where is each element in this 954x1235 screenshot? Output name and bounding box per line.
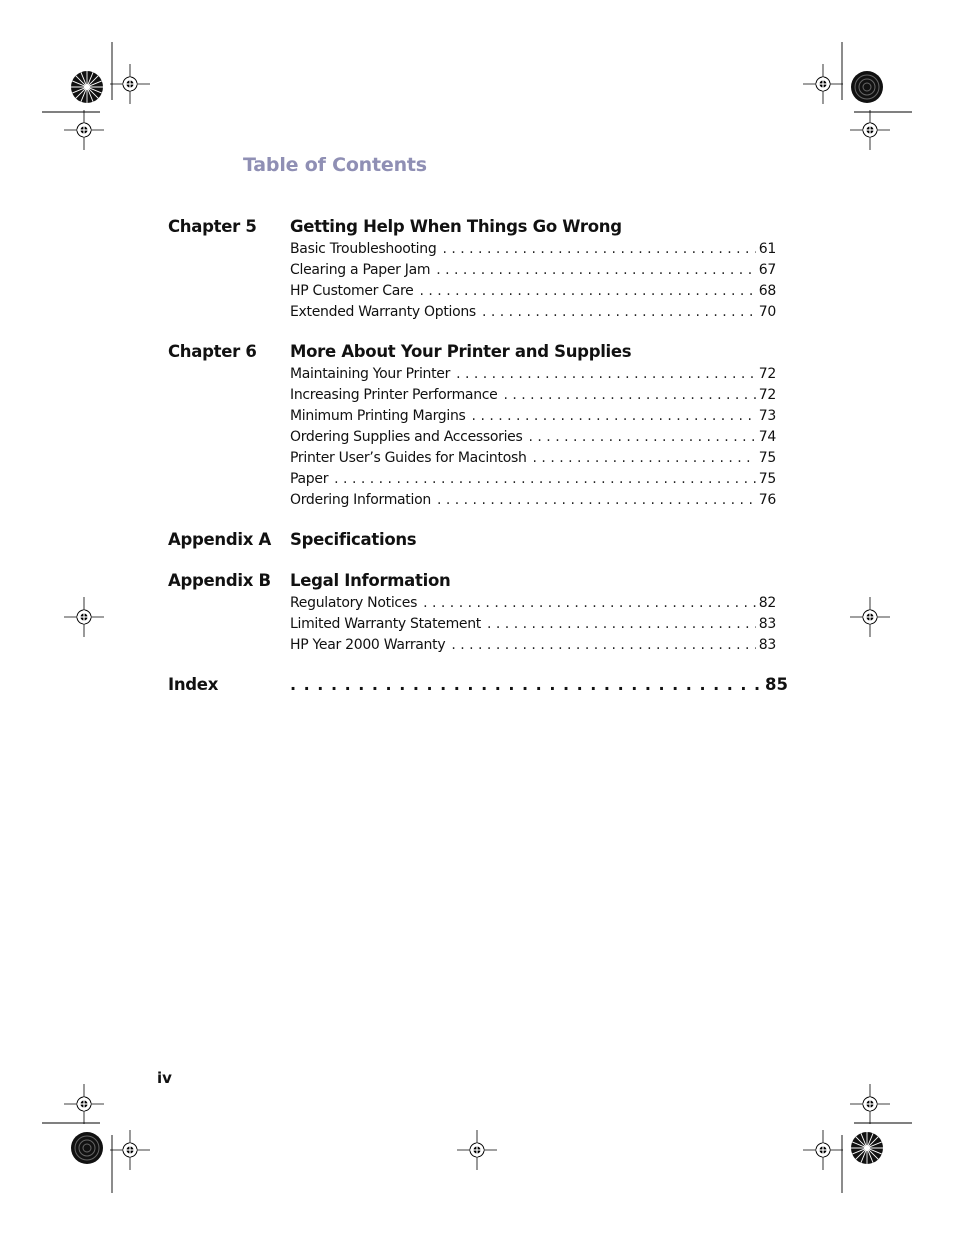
section-label: Appendix A xyxy=(168,530,271,549)
toc-entry[interactable] xyxy=(290,403,776,424)
toc-entry[interactable] xyxy=(290,299,776,320)
entry-page-number: 83 xyxy=(758,637,776,653)
toc-entry[interactable] xyxy=(290,445,776,466)
entry-page-number: 75 xyxy=(758,471,776,487)
toc-entry[interactable] xyxy=(290,487,776,508)
entry-page-number: 72 xyxy=(758,387,776,403)
entry-title: Ordering Supplies and Accessories xyxy=(290,429,523,445)
toc-entry[interactable] xyxy=(290,257,776,278)
entry-page-number: 72 xyxy=(758,366,776,382)
dot-leader xyxy=(482,304,756,320)
toc-entry[interactable] xyxy=(290,278,776,299)
dot-leader xyxy=(442,241,755,257)
dot-leader xyxy=(533,450,756,466)
section-label: Appendix B xyxy=(168,571,271,590)
entry-page-number: 68 xyxy=(758,283,776,299)
entry-title: Basic Troubleshooting xyxy=(290,241,437,257)
toc-entry[interactable] xyxy=(290,382,776,403)
dot-leader xyxy=(451,637,755,653)
dot-leader xyxy=(290,675,759,694)
toc-entry[interactable] xyxy=(290,632,776,653)
page-title: Table of Contents xyxy=(243,154,427,176)
dot-leader xyxy=(436,262,756,278)
entry-page-number: 75 xyxy=(758,450,776,466)
entry-page-number: 61 xyxy=(758,241,776,257)
toc-entry[interactable] xyxy=(290,590,776,611)
toc-section-chapter-6 xyxy=(168,335,788,508)
dot-leader xyxy=(487,616,756,632)
entry-title: Increasing Printer Performance xyxy=(290,387,498,403)
section-title: Legal Information xyxy=(290,571,451,590)
entry-title: Paper xyxy=(290,471,329,487)
entry-title: Extended Warranty Options xyxy=(290,304,476,320)
entry-title: Minimum Printing Margins xyxy=(290,408,466,424)
page-number: iv xyxy=(157,1069,172,1087)
entry-title: Ordering Information xyxy=(290,492,431,508)
toc-entry[interactable] xyxy=(290,424,776,445)
entry-title: Printer User’s Guides for Macintosh xyxy=(290,450,527,466)
toc-index-entry[interactable] xyxy=(168,668,788,694)
dot-leader xyxy=(529,429,756,445)
toc-entry[interactable] xyxy=(290,361,776,382)
section-label: Chapter 5 xyxy=(168,217,257,236)
dot-leader xyxy=(437,492,756,508)
entry-page-number: 67 xyxy=(758,262,776,278)
section-label: Chapter 6 xyxy=(168,342,257,361)
entry-page-number: 83 xyxy=(758,616,776,632)
toc-entry[interactable] xyxy=(290,611,776,632)
entry-page-number: 70 xyxy=(758,304,776,320)
table-of-contents xyxy=(168,210,788,694)
entry-title: HP Customer Care xyxy=(290,283,414,299)
index-page-number: 85 xyxy=(765,675,788,694)
toc-entry[interactable] xyxy=(290,466,776,487)
entry-page-number: 74 xyxy=(758,429,776,445)
section-title: More About Your Printer and Supplies xyxy=(290,342,632,361)
toc-section-appendix-b xyxy=(168,564,788,653)
entry-title: Clearing a Paper Jam xyxy=(290,262,431,278)
dot-leader xyxy=(503,387,755,403)
entry-title: Regulatory Notices xyxy=(290,595,418,611)
entry-title: Limited Warranty Statement xyxy=(290,616,481,632)
toc-section-appendix-a xyxy=(168,523,788,549)
section-title[interactable]: Specifications xyxy=(290,530,417,549)
index-label: Index xyxy=(168,675,219,694)
toc-entry[interactable] xyxy=(290,236,776,257)
section-title: Getting Help When Things Go Wrong xyxy=(290,217,622,236)
dot-leader xyxy=(420,283,756,299)
entry-page-number: 82 xyxy=(758,595,776,611)
dot-leader xyxy=(472,408,756,424)
dot-leader xyxy=(334,471,756,487)
dot-leader xyxy=(423,595,756,611)
toc-section-chapter-5 xyxy=(168,210,788,320)
entry-page-number: 73 xyxy=(758,408,776,424)
entry-page-number: 76 xyxy=(758,492,776,508)
dot-leader xyxy=(456,366,756,382)
entry-title: Maintaining Your Printer xyxy=(290,366,451,382)
entry-title: HP Year 2000 Warranty xyxy=(290,637,446,653)
